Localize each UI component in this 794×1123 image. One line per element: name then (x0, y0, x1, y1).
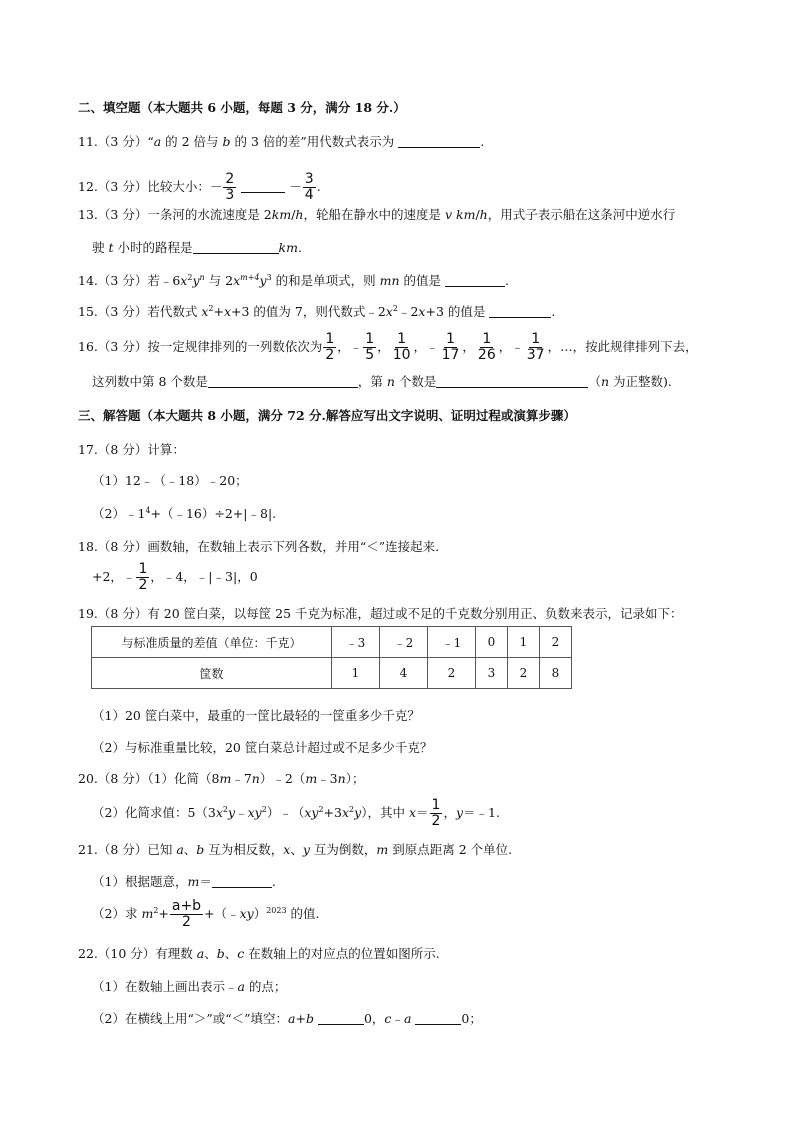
answer-blank[interactable] (489, 303, 551, 318)
table-cell: 2 (428, 658, 476, 689)
table-header-cell: 与标准质量的差值（单位：千克） (92, 627, 332, 658)
question-19-part1: （1）20 筐白菜中，最重的一筐比最轻的一筐重多少千克？ (92, 708, 420, 723)
table-row-count (92, 658, 572, 689)
basket-weight-table (91, 626, 572, 689)
sequence-fraction: $\frac{1}{5}$ (365, 331, 375, 363)
sequence-fraction: $\frac{1}{37}$ (526, 331, 545, 363)
answer-blank-nth[interactable] (436, 373, 588, 388)
question-21-part1: （1）根据题意，m＝ . (92, 874, 276, 889)
answer-blank[interactable] (415, 1010, 461, 1025)
fraction: $\frac{a+b}{2}$ (171, 898, 202, 930)
table-cell: 4 (380, 658, 428, 689)
sequence-sign: ，﹣ (413, 339, 439, 354)
sequence-fraction: $\frac{1}{17}$ (441, 331, 460, 363)
answer-blank[interactable] (318, 1010, 364, 1025)
sequence-sign: ，﹣ (337, 339, 363, 354)
section-title-fill-in: 二、填空题（本大题共 6 小题，每题 3 分，满分 18 分.） (78, 100, 406, 115)
section-title-solutions: 三、解答题（本大题共 8 小题，满分 72 分.解答应写出文字说明、证明过程或演算步骤） (78, 408, 576, 423)
question-22: 22.（10 分）有理数 a、b、c 在数轴上的对应点的位置如图所示. (78, 946, 440, 961)
sequence-sign: ， (462, 339, 475, 354)
fraction: $\frac{2}{3}$ (225, 171, 235, 203)
question-11: 11.（3 分）“a 的 2 倍与 b 的 3 倍的差”用代数式表示为 . (78, 134, 485, 149)
question-17-part1: （1）12﹣（﹣18）﹣20； (92, 473, 248, 488)
question-22-part1: （1）在数轴上画出表示﹣a 的点； (92, 979, 287, 994)
table-cell: ﹣2 (380, 627, 428, 658)
answer-blank[interactable] (212, 873, 272, 888)
table-cell: 2 (508, 658, 540, 689)
fraction: $\frac{1}{2}$ (431, 797, 441, 829)
question-13-line2: 驶 t 小时的路程是 km. (92, 240, 302, 255)
table-cell: 1 (508, 627, 540, 658)
question-21-part2: （2）求 $m^2+$ $\frac{a+b}{2}$ +（﹣xy）$^{2023}$ 的值. (92, 898, 320, 930)
question-16-line1: 16.（3 分）按一定规律排列的一列数依次为 $\frac{1}{2}$ ，﹣ $\frac{1}{5}$ ， $\frac{1}{10}$ ，﹣ $\frac{1}{17}$ ， $\frac{1}{26}$ ，﹣ $\frac{1}{37}$ ，…，按此规律排列下去， (78, 331, 698, 363)
question-17-part2: $(2)﹣1^4+(﹣16)\div 2+|﹣8|$. (92, 506, 277, 521)
question-19: 19.（8 分）有 20 筐白菜，以每筐 25 千克为标准，超过或不足的千克数分别用正、负数来表示，记录如下： (78, 606, 683, 621)
table-row-difference (92, 627, 572, 658)
answer-blank-8th[interactable] (208, 373, 358, 388)
table-cell: 0 (476, 627, 508, 658)
question-13-line1: 13.（3 分）一条河的水流速度是 2km/h，轮船在静水中的速度是 v km/h，用式子表示船在这条河中逆水行 (78, 207, 676, 222)
question-17: 17.（8 分）计算： (78, 442, 185, 457)
table-cell: 1 (332, 658, 380, 689)
answer-blank[interactable] (398, 133, 480, 148)
fraction: $\frac{1}{2}$ (138, 561, 148, 593)
table-cell: 8 (540, 658, 572, 689)
question-12: 12.（3 分）比较大小：－ $\frac{2}{3}$ － $\frac{3}{4}$ . (78, 171, 321, 203)
question-20-part1: 20.（8 分）（1）化简（8m﹣7n）﹣2（m﹣3n）； (78, 771, 365, 786)
table-cell: 3 (476, 658, 508, 689)
sequence-fraction: $\frac{1}{10}$ (392, 331, 411, 363)
answer-blank[interactable] (193, 239, 279, 254)
answer-blank[interactable] (241, 178, 285, 193)
question-15: 15.（3 分）若代数式 $x^2+x+3$ 的值为 7，则代数式$﹣2x^2﹣2x+3$ 的值是 . (78, 304, 556, 319)
table-cell: 2 (540, 627, 572, 658)
table-cell: ﹣3 (332, 627, 380, 658)
table-cell: ﹣1 (428, 627, 476, 658)
sequence-fractions (322, 331, 547, 363)
answer-blank[interactable] (445, 272, 505, 287)
question-16-line2: 这列数中第 8 个数是 ，第 n 个数是 （n 为正整数). (92, 374, 672, 389)
sequence-fraction: $\frac{1}{2}$ (325, 331, 335, 363)
table-header-cell: 筐数 (92, 658, 332, 689)
question-21: 21.（8 分）已知 a、b 互为相反数，x、y 互为倒数，m 到原点距离 2 个单位. (78, 842, 513, 857)
question-19-part2: （2）与标准重量比较，20 筐白菜总计超过或不足多少千克？ (92, 740, 433, 755)
fraction: $\frac{3}{4}$ (304, 171, 314, 203)
sequence-sign: ，﹣ (498, 339, 524, 354)
question-18: 18.（8 分）画数轴，在数轴上表示下列各数，并用“＜”连接起来. (78, 539, 440, 554)
sequence-fraction: $\frac{1}{26}$ (477, 331, 496, 363)
question-18-numbers: +2，﹣ $\frac{1}{2}$ ，﹣4，﹣|﹣3|，0 (92, 561, 258, 593)
question-20-part2: （2）化简求值：$5(3x^2y﹣xy^2)﹣(xy^2+3x^2y)$，其中 x＝ $\frac{1}{2}$ ，y＝﹣1. (92, 797, 500, 829)
sequence-sign: ， (377, 339, 390, 354)
question-22-part2: （2）在横线上用“＞”或“＜”填空：a+b 0，c﹣a 0； (92, 1011, 482, 1026)
question-14: 14.（3 分）若$﹣6x^2y^n$ 与 $2x^{m+4}y^3$ 的和是单项式，则 mn 的值是 . (78, 273, 509, 288)
